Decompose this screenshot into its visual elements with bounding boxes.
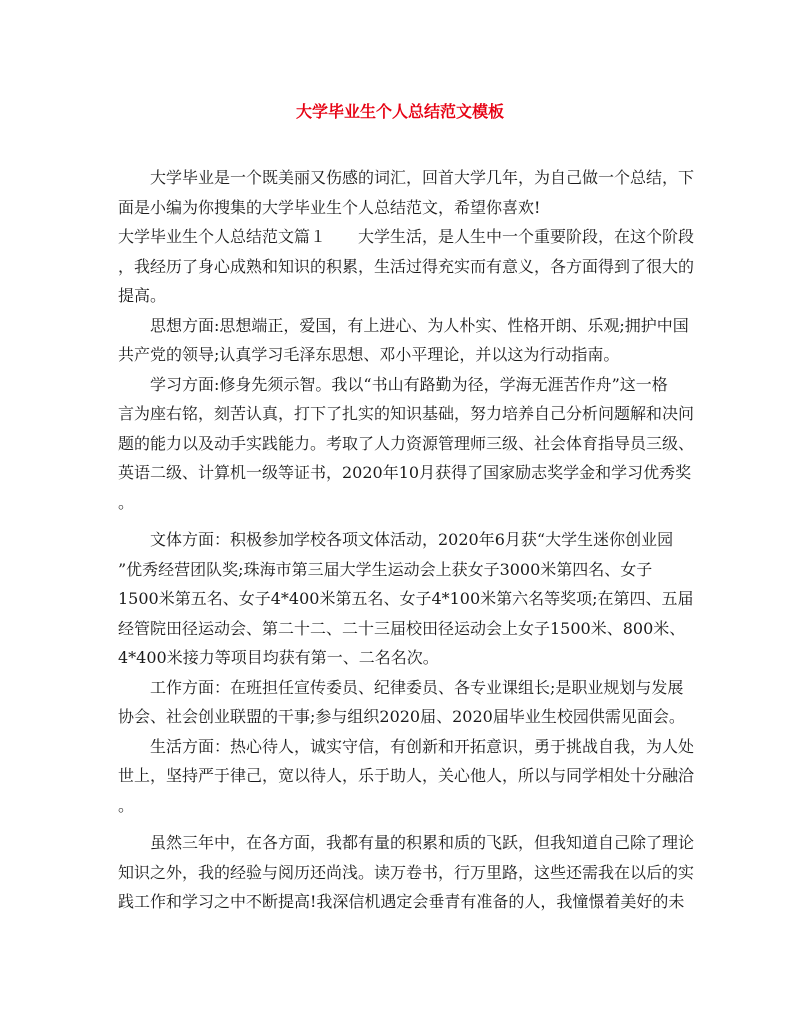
text-line: 。 — [118, 795, 135, 815]
text-line: 协会、社会创业联盟的干事;参与组织2020届、2020届毕业生校园供需见面会。 — [118, 707, 685, 726]
text-line: 。 — [118, 492, 135, 512]
text-line: 英语二级、计算机一级等证书，2020年10月获得了国家励志奖学金和学习优秀奖 — [118, 463, 692, 482]
text-line: 学习方面:修身先须示智。我以“书山有路勤为径，学海无涯苦作舟”这一格 — [118, 374, 668, 394]
text-line: 大学毕业是一个既美丽又伤感的词汇，回首大学几年，为自己做一个总结，下 — [118, 168, 695, 187]
text-line: 思想方面:思想端正，爱国，有上进心、为人朴实、性格开朗、乐观;拥护中国 — [118, 315, 689, 335]
text-line: 大学毕业生个人总结范文篇１ 大学生活，是人生中一个重要阶段，在这个阶段 — [118, 227, 695, 246]
document-title: 大学毕业生个人总结范文模板 — [295, 102, 504, 121]
text-line: 世上，坚持严于律己，宽以待人，乐于助人，关心他人，所以与同学相处十分融洽 — [118, 766, 695, 785]
text-line: 工作方面：在班担任宣传委员、纪律委员、各专业课组长;是职业规划与发展 — [118, 677, 684, 697]
text-line: 践工作和学习之中不断提高!我深信机遇定会垂青有准备的人，我憧憬着美好的未 — [118, 892, 685, 911]
text-line: 言为座右铭，刻苦认真，打下了扎实的知识基础，努力培养自己分析问题解和决问 — [118, 404, 695, 423]
text-line: 1500米第五名、女子4*400米第五名、女子4*100米第六名等奖项;在第四、五届 — [118, 589, 694, 608]
text-line: 提高。 — [118, 286, 167, 305]
text-line: 共产党的领导;认真学习毛泽东思想、邓小平理论，并以这为行动指南。 — [118, 345, 620, 364]
text-line: ”优秀经营团队奖;珠海市第三届大学生运动会上获女子3000米第四名、女子 — [118, 559, 653, 579]
text-line: 4*400米接力等项目均获有第一、二名名次。 — [118, 648, 439, 667]
text-line: 面是小编为你搜集的大学毕业生个人总结范文，希望你喜欢! — [118, 197, 541, 217]
document-body — [118, 163, 693, 917]
text-line: 文体方面：积极参加学校各项文体活动，2020年6月获“大学生迷你创业园 — [118, 530, 674, 549]
text-line: 经管院田径运动会、第二十二、二十三届校田径运动会上女子1500米、800米、 — [118, 618, 686, 638]
text-line: 题的能力以及动手实践能力。考取了人力资源管理师三级、社会体育指导员三级、 — [118, 433, 695, 453]
text-line: 知识之外，我的经验与阅历还尚浅。读万卷书，行万里路，这些还需我在以后的实 — [118, 862, 695, 882]
text-line: 虽然三年中，在各方面，我都有量的积累和质的飞跃，但我知道自己除了理论 — [118, 833, 695, 852]
text-line: 生活方面：热心待人，诚实守信，有创新和开拓意识，勇于挑战自我，为人处 — [118, 736, 695, 756]
text-line: ，我经历了身心成熟和知识的积累，生活过得充实而有意义，各方面得到了很大的 — [118, 256, 695, 276]
